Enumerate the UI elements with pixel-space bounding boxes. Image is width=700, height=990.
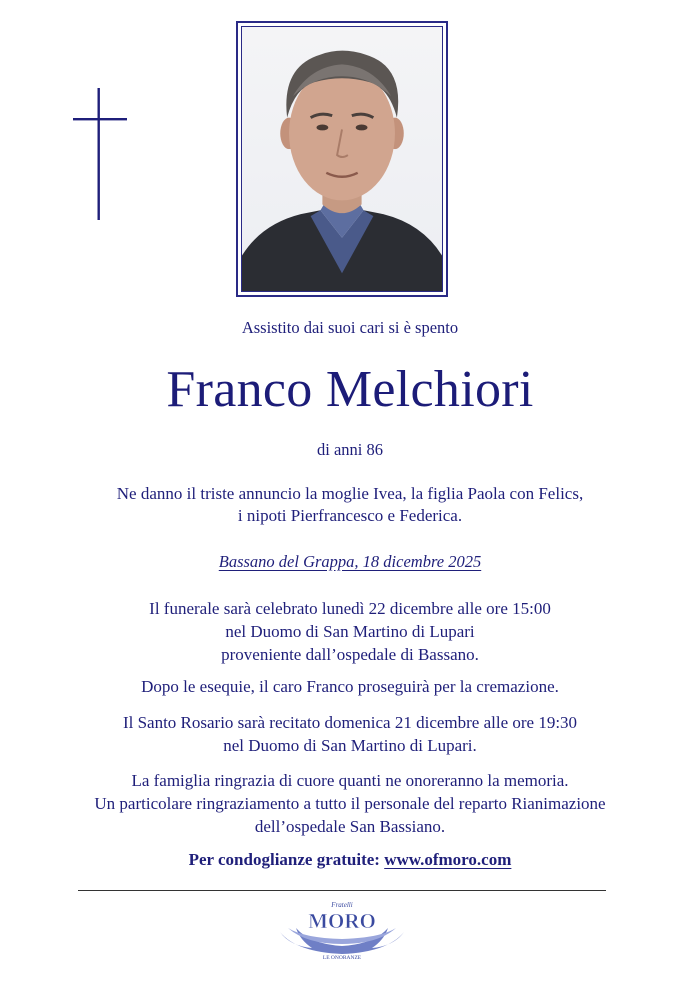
age-text: di anni 86: [317, 440, 383, 459]
place-date: Bassano del Grappa, 18 dicembre 2025: [218, 552, 482, 571]
cross-icon: [73, 88, 127, 220]
cremation-text: Dopo le esequie, il caro Franco proseguirà per la cremazione.: [141, 677, 559, 696]
logo-bottom-text: LE ONORANZE: [322, 955, 362, 960]
intro-text: Assistito dai suoi cari si è spento: [241, 318, 459, 337]
portrait-photo: [241, 26, 443, 292]
announcement-line-2: i nipoti Pierfrancesco e Federica.: [237, 506, 463, 525]
moro-logo: [276, 898, 408, 960]
deceased-name: Franco Melchiori: [166, 361, 534, 418]
thanks-line-2: Un particolare ringraziamento a tutto il personale del reparto Rianimazione: [94, 794, 606, 813]
portrait-frame: [236, 21, 448, 297]
thanks-line-3: dell’ospedale San Bassiano.: [254, 817, 446, 836]
thanks-line-1: La famiglia ringrazia di cuore quanti ne onoreranno la memoria.: [131, 771, 569, 790]
announcement-line-1: Ne danno il triste annuncio la moglie Ivea, la figlia Paola con Felics,: [116, 484, 584, 503]
funeral-line-2: nel Duomo di San Martino di Lupari: [225, 622, 475, 641]
condolences-link[interactable]: www.ofmoro.com: [384, 850, 512, 869]
logo-main-text: MORO: [308, 909, 376, 933]
logo-top-text: Fratelli: [331, 901, 353, 909]
divider: [78, 890, 606, 891]
condolences-label: Per condoglianze gratuite:: [188, 850, 380, 869]
rosary-line-2: nel Duomo di San Martino di Lupari.: [223, 736, 477, 755]
condolences-line: [0, 850, 700, 870]
funeral-line-3: proveniente dall’ospedale di Bassano.: [221, 645, 479, 664]
rosary-line-1: Il Santo Rosario sarà recitato domenica 21 dicembre alle ore 19:30: [122, 713, 578, 732]
funeral-line-1: Il funerale sarà celebrato lunedì 22 dicembre alle ore 15:00: [149, 599, 551, 618]
